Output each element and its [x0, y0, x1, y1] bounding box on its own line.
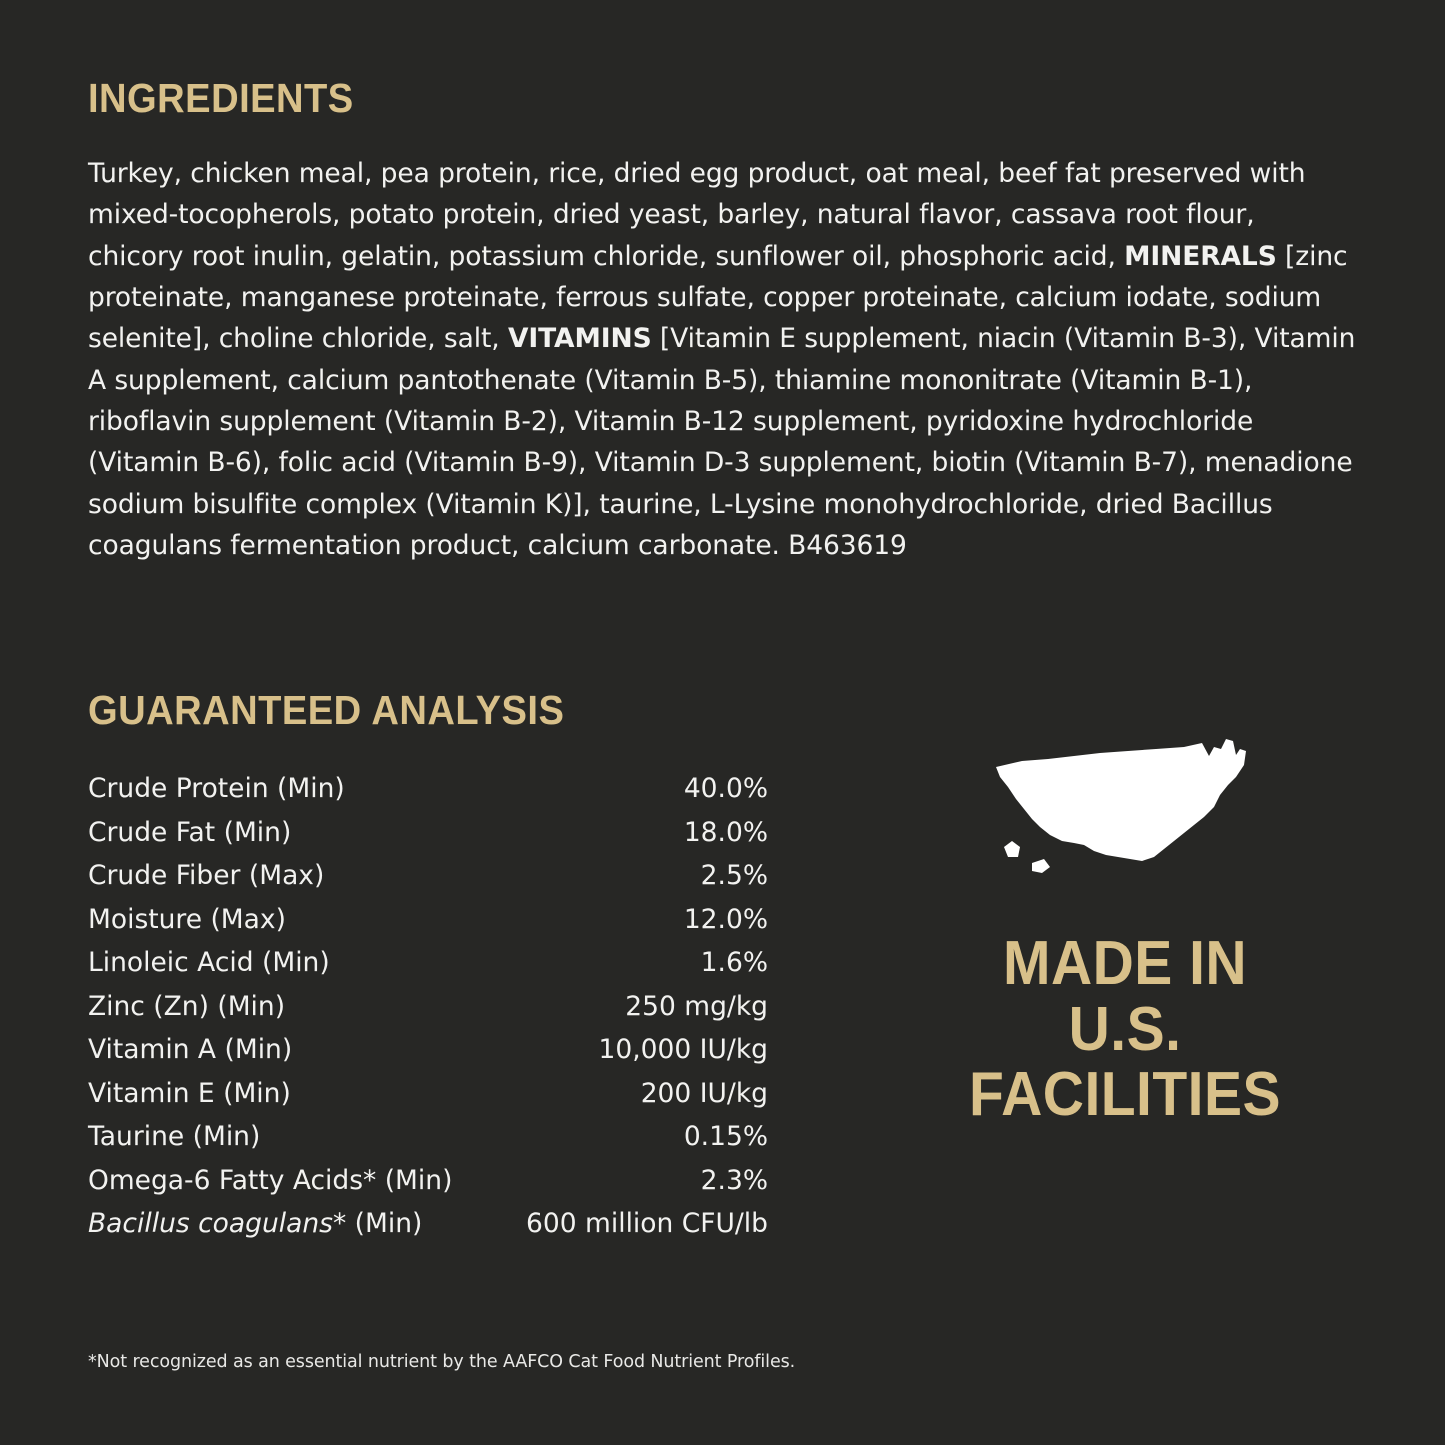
ga-nutrient-name: Taurine (Min)	[88, 1121, 261, 1152]
ga-nutrient-name: Vitamin E (Min)	[88, 1077, 291, 1109]
ga-nutrient-value: 200 IU/kg	[640, 1077, 768, 1109]
badge-line-3: FACILITIES	[968, 1060, 1281, 1130]
ga-nutrient-name: Linoleic Acid (Min)	[88, 947, 330, 978]
footnote: *Not recognized as an essential nutrient by the AAFCO Cat Food Nutrient Profiles.	[88, 1352, 796, 1372]
ga-nutrient-name: Crude Fat (Min)	[88, 816, 292, 848]
ga-nutrient-name: Crude Fiber (Max)	[88, 860, 325, 891]
minerals-label: MINERALS	[1124, 240, 1277, 272]
ingredients-heading: INGREDIENTS	[88, 75, 354, 121]
made-in-us-badge	[930, 725, 1320, 1128]
table-row	[88, 1121, 768, 1165]
table-row	[88, 1078, 768, 1122]
ga-nutrient-name	[88, 1208, 497, 1252]
table-row	[88, 991, 768, 1035]
guaranteed-analysis-table	[88, 773, 768, 1252]
ga-nutrient-value: 10,000 IU/kg	[598, 1034, 768, 1065]
ga-nutrient-value: 600 million CFU/lb	[526, 1208, 768, 1239]
ga-nutrient-name: Omega-6 Fatty Acids* (Min)	[88, 1164, 453, 1196]
usa-map-icon	[988, 725, 1263, 905]
ga-nutrient-value: 0.15%	[683, 1121, 768, 1152]
ga-nutrient-value: 18.0%	[683, 816, 768, 848]
badge-line-1: MADE IN	[1002, 929, 1248, 998]
table-row	[88, 1208, 768, 1252]
table-row	[88, 947, 768, 991]
ingredients-text	[88, 153, 1357, 566]
ga-nutrient-name-italic: Bacillus coagulans	[88, 1208, 333, 1239]
badge-line-2: U.S.	[1068, 994, 1182, 1064]
vitamins-label: VITAMINS	[507, 323, 652, 355]
ga-nutrient-name-rest: * (Min)	[332, 1208, 423, 1239]
ga-nutrient-value: 1.6%	[700, 947, 768, 978]
ga-nutrient-value: 12.0%	[683, 903, 768, 935]
table-row	[88, 904, 768, 948]
ga-nutrient-name: Crude Protein (Min)	[88, 773, 345, 804]
table-row	[88, 860, 768, 904]
guaranteed-analysis-section	[88, 687, 788, 1252]
ga-nutrient-value: 250 mg/kg	[625, 990, 768, 1022]
ga-nutrient-value: 40.0%	[683, 773, 768, 804]
ga-nutrient-name: Vitamin A (Min)	[88, 1034, 293, 1065]
ga-nutrient-name: Zinc (Zn) (Min)	[88, 990, 286, 1022]
ga-nutrient-name: Moisture (Max)	[88, 903, 286, 935]
table-row	[88, 1165, 768, 1209]
guaranteed-analysis-heading: GUARANTEED ANALYSIS	[88, 687, 565, 733]
table-row	[88, 817, 768, 861]
ingredients-text-part-3: [Vitamin E supplement, niacin (Vitamin B-3), Vitamin A supplement, calcium pantothenate (Vitamin B-5), thiamine mononitrate (Vitamin B-1), riboflavin supplement (Vitamin B-2), Vitamin B-12 supplement, pyridoxine hydrochloride (Vitamin B-6), folic acid (Vitamin B-9), Vitamin D-3 supplement, biotin (Vitamin B-7), menadione sodium bisulfite complex (Vitamin K)], taurine, L-Lysine monohydrochloride, dried Bacillus coagulans fermentation product, calcium carbonate. B463619	[88, 323, 1356, 561]
ingredients-text-part-1: Turkey, chicken meal, pea protein, rice, dried egg product, oat meal, beef fat preserved with mixed-tocopherols, potato protein, dried yeast, barley, natural flavor, cassava root flour, chicory root inulin, gelatin, potassium chloride, sunflower oil, phosphoric acid,	[88, 158, 1306, 272]
table-row	[88, 773, 768, 817]
ga-nutrient-value: 2.3%	[700, 1164, 768, 1196]
table-row	[88, 1034, 768, 1078]
ingredients-text-part-2: [zinc proteinate, manganese proteinate, ferrous sulfate, copper proteinate, calcium iodate, sodium selenite], choline chloride, salt,	[88, 240, 1348, 355]
ga-nutrient-value: 2.5%	[700, 860, 768, 891]
